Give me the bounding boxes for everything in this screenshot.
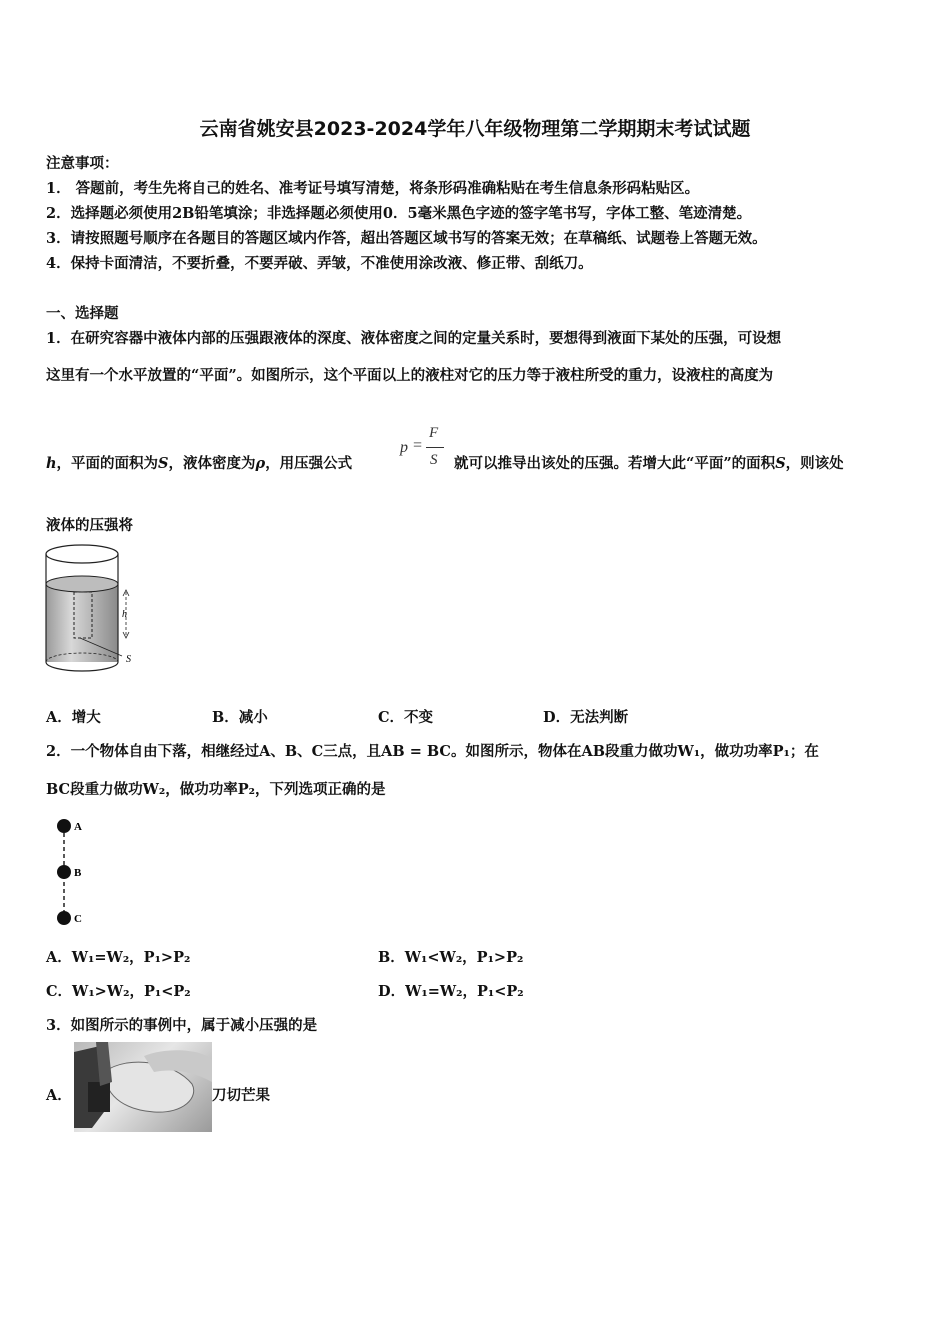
point-label-b: B	[74, 867, 82, 879]
notice-item: 2．选择题必须使用2B铅笔填涂；非选择题必须使用0．5毫米黑色字迹的签字笔书写，字体工整、笔迹清楚。	[46, 205, 752, 222]
cylinder-figure	[40, 540, 150, 680]
q1-option-a[interactable]: A．增大	[46, 709, 101, 726]
q2-option-c[interactable]: C．W₁>W₂，P₁<P₂	[46, 983, 191, 1000]
q3-option-a-label[interactable]: A．	[46, 1087, 72, 1104]
figure-label-h: h	[122, 609, 127, 620]
section-heading: 一、选择题	[46, 305, 119, 322]
knife-cutting-mango-image	[74, 1042, 212, 1132]
q2-option-d[interactable]: D．W₁=W₂，P₁<P₂	[378, 983, 524, 1000]
notice-item: 1． 答题前，考生先将自己的姓名、准考证号填写清楚，将条形码准确粘贴在考生信息条形码粘贴区。	[46, 180, 700, 197]
notice-item: 4．保持卡面清洁，不要折叠，不要弄破、弄皱，不准使用涂改液、修正带、刮纸刀。	[46, 255, 593, 272]
pressure-formula: p = F S	[398, 425, 450, 473]
q1-line2: 这里有一个水平放置的“平面”。如图所示，这个平面以上的液柱对它的压力等于液柱所受的重力，设液柱的高度为	[46, 367, 774, 384]
page-title: 云南省姚安县2023-2024学年八年级物理第二学期期末考试试题	[199, 118, 751, 140]
q2-line2: BC段重力做功W₂，做功功率P₂，下列选项正确的是	[46, 781, 386, 798]
q2-option-a[interactable]: A．W₁=W₂，P₁>P₂	[46, 949, 191, 966]
q3-option-a-text: 刀切芒果	[212, 1087, 270, 1104]
q2-line1: 2．一个物体自由下落，相继经过A、B、C三点，且AB = BC。如图所示，物体在AB段重力做功W₁，做功功率P₁；在	[46, 743, 819, 760]
q1-line4: 液体的压强将	[46, 517, 133, 534]
q1-option-d[interactable]: D．无法判断	[543, 709, 629, 726]
q1-option-c[interactable]: C．不变	[378, 709, 434, 726]
q1-line3-tail: 就可以推导出该处的压强。若增大此“平面”的面积S，则该处	[454, 455, 844, 472]
q1-line3: h，平面的面积为S，液体密度为ρ，用压强公式	[46, 455, 353, 472]
q3-line1: 3．如图所示的事例中，属于减小压强的是	[46, 1017, 318, 1034]
notice-item: 3．请按照题号顺序在各题目的答题区域内作答，超出答题区域书写的答案无效；在草稿纸、试题卷上答题无效。	[46, 230, 767, 247]
point-label-c: C	[74, 913, 82, 925]
point-label-a: A	[74, 821, 82, 833]
falling-object-figure	[52, 814, 102, 930]
q1-line1: 1．在研究容器中液体内部的压强跟液体的深度、液体密度之间的定量关系时，要想得到液面下某处的压强，可设想	[46, 330, 782, 347]
q2-option-b[interactable]: B．W₁<W₂，P₁>P₂	[378, 949, 524, 966]
notice-heading: 注意事项：	[46, 155, 119, 172]
q1-option-b[interactable]: B．减小	[212, 709, 268, 726]
figure-label-s: S	[126, 654, 131, 665]
